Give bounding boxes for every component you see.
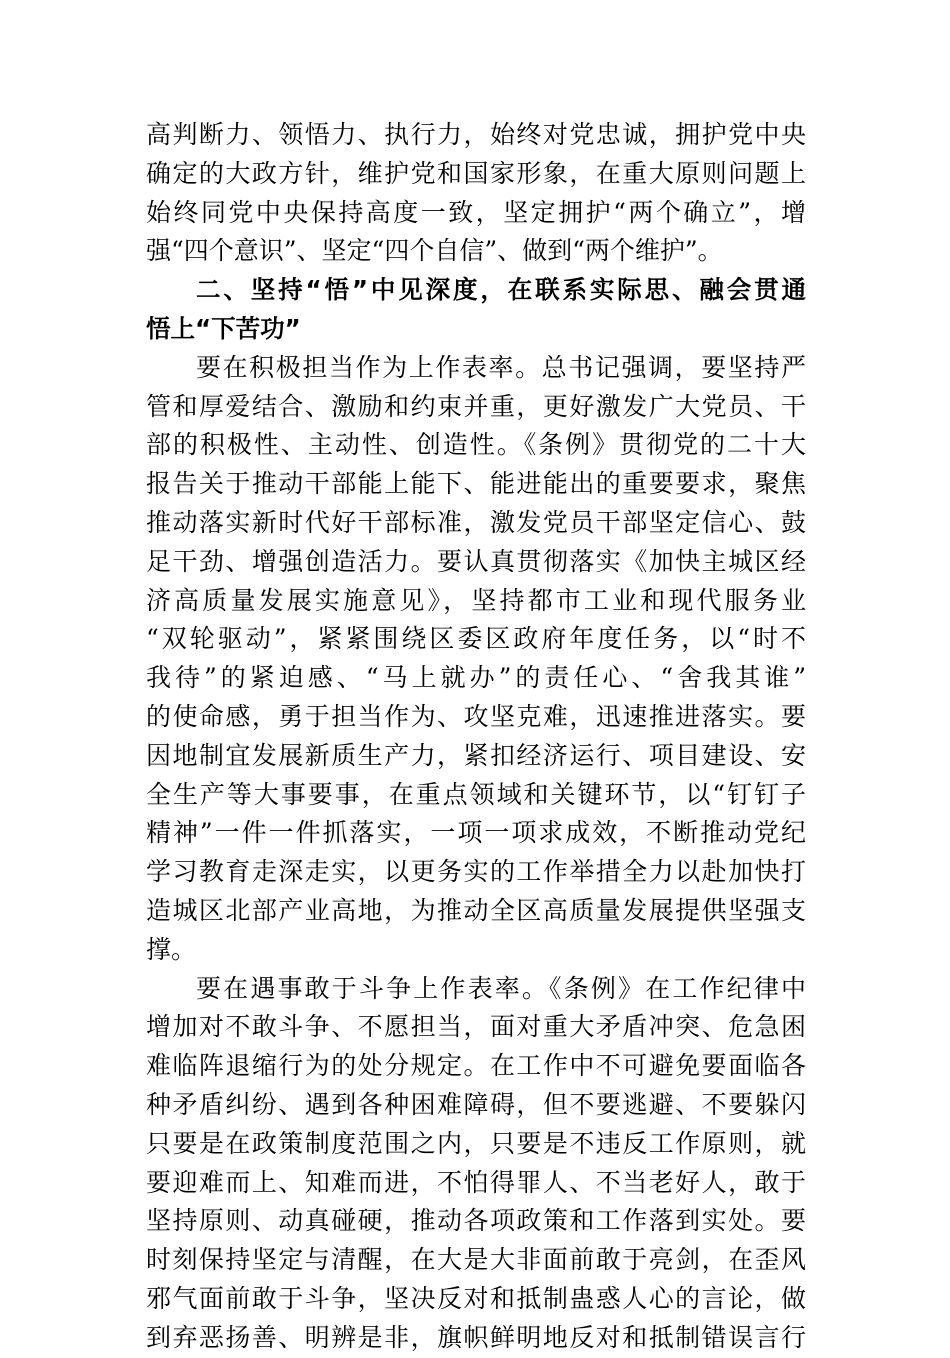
text-line: 足干劲、增强创造活力。要认真贯彻落实《加快主城区经 bbox=[146, 546, 806, 576]
text-line: 造城区北部产业高地，为推动全区高质量发展提供坚强支 bbox=[146, 895, 806, 925]
text-line: 我待”的紧迫感、“马上就办”的责任心、“舍我其谁” bbox=[146, 663, 806, 693]
text-line: 要迎难而上、知难而进，不怕得罪人、不当老好人，敢于 bbox=[146, 1167, 806, 1197]
text-line: 只要是在政策制度范围之内，只要是不违反工作原则，就 bbox=[146, 1128, 806, 1158]
text-line: 因地制宜发展新质生产力，紧扣经济运行、项目建设、安 bbox=[146, 740, 806, 770]
text-line: 部的积极性、主动性、创造性。《条例》贯彻党的二十大 bbox=[146, 430, 806, 460]
heading-line: 悟上“下苦功” bbox=[146, 313, 301, 343]
text-line: 报告关于推动干部能上能下、能进能出的重要要求，聚焦 bbox=[146, 469, 806, 499]
text-line: 始终同党中央保持高度一致，坚定拥护“两个确立”，增 bbox=[146, 197, 806, 227]
text-line: 精神”一件一件抓落实，一项一项求成效，不断推动党纪 bbox=[146, 818, 806, 848]
heading-line: 二、坚持“悟”中见深度，在联系实际思、融会贯通 bbox=[196, 275, 806, 305]
document-body bbox=[146, 116, 806, 1358]
text-line: 管和厚爱结合、激励和约束并重，更好激发广大党员、干 bbox=[146, 391, 806, 421]
text-line: 学习教育走深走实，以更务实的工作举措全力以赴加快打 bbox=[146, 857, 806, 887]
text-line: 确定的大政方针，维护党和国家形象，在重大原则问题上 bbox=[146, 158, 806, 188]
paragraph-continuation bbox=[146, 116, 806, 271]
text-line: 难临阵退缩行为的处分规定。在工作中不可避免要面临各 bbox=[146, 1051, 806, 1081]
text-line: 增加对不敢斗争、不愿担当，面对重大矛盾冲突、危急困 bbox=[146, 1012, 806, 1042]
text-line: 撑。 bbox=[146, 934, 197, 964]
section-heading bbox=[146, 271, 806, 349]
text-line: 到弃恶扬善、明辨是非，旗帜鲜明地反对和抵制错误言行 bbox=[146, 1322, 806, 1352]
text-line: 要在积极担当作为上作表率。总书记强调，要坚持严 bbox=[196, 352, 806, 382]
text-line: 推动落实新时代好干部标准，激发党员干部坚定信心、鼓 bbox=[146, 507, 806, 537]
paragraph-dare-to-struggle bbox=[146, 970, 806, 1358]
text-line: 时刻保持坚定与清醒，在大是大非面前敢于亮剑，在歪风 bbox=[146, 1245, 806, 1275]
text-line: 全生产等大事要事，在重点领域和关键环节，以“钉钉子 bbox=[146, 779, 806, 809]
text-line: 种矛盾纠纷、遇到各种困难障碍，但不要逃避、不要躲闪 bbox=[146, 1089, 806, 1119]
text-line: 要在遇事敢于斗争上作表率。《条例》在工作纪律中 bbox=[196, 973, 806, 1003]
text-line: 强“四个意识”、坚定“四个自信”、做到“两个维护”。 bbox=[146, 236, 723, 266]
text-line: 坚持原则、动真碰硬，推动各项政策和工作落到实处。要 bbox=[146, 1206, 806, 1236]
text-line: 高判断力、领悟力、执行力，始终对党忠诚，拥护党中央 bbox=[146, 120, 806, 149]
text-line: 济高质量发展实施意见》，坚持都市工业和现代服务业 bbox=[146, 585, 806, 615]
paragraph-take-responsibility bbox=[146, 349, 806, 970]
text-line: 的使命感，勇于担当作为、攻坚克难，迅速推进落实。要 bbox=[146, 701, 806, 731]
text-line: 邪气面前敢于斗争，坚决反对和抵制蛊惑人心的言论，做 bbox=[146, 1283, 806, 1313]
text-line: “双轮驱动”，紧紧围绕区委区政府年度任务，以“时不 bbox=[146, 624, 806, 654]
